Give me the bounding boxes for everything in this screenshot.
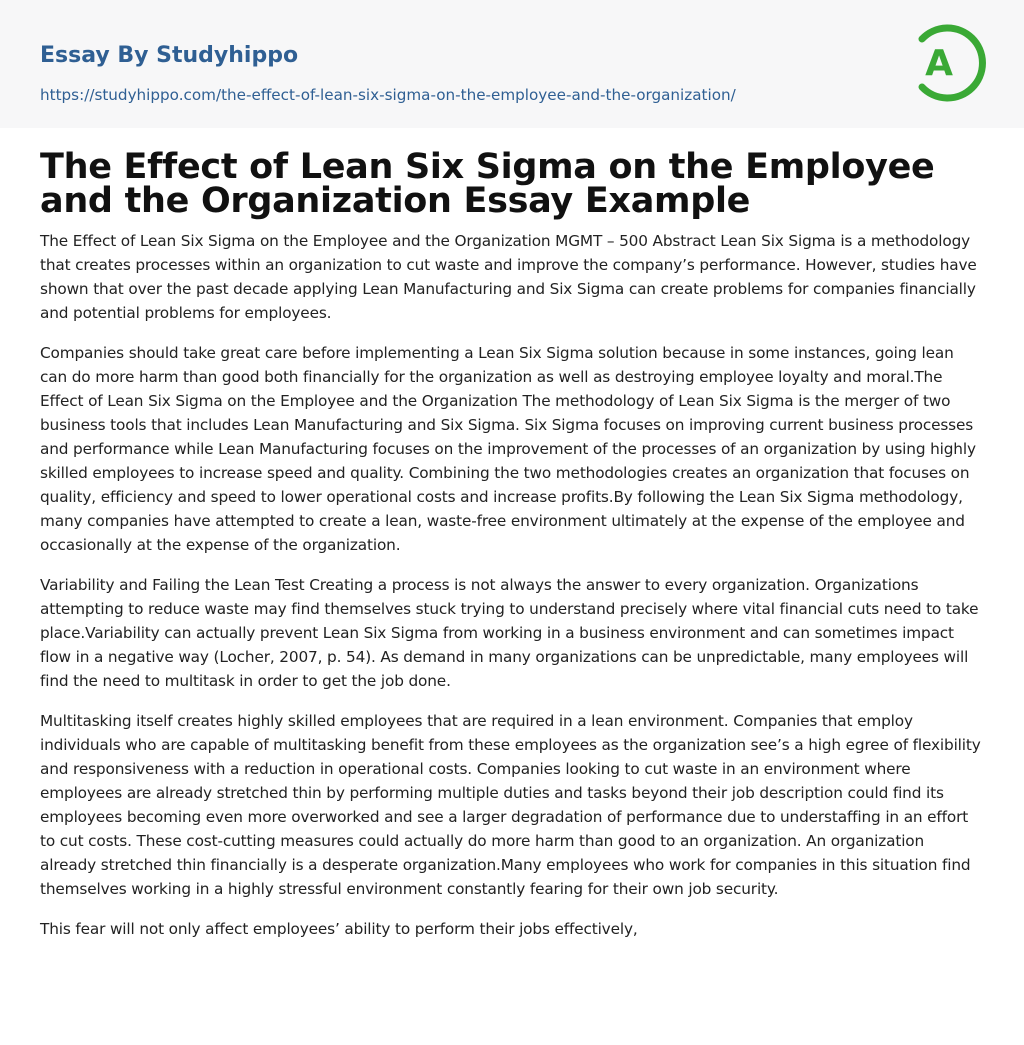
article-url-link[interactable]: https://studyhippo.com/the-effect-of-lean-six-sigma-on-the-employee-and-the-organization/: [40, 86, 736, 104]
paragraph: This fear will not only affect employees’ ability to perform their jobs effectively,: [40, 920, 638, 938]
site-title[interactable]: Essay By Studyhippo: [40, 43, 299, 68]
paragraph: Multitasking itself creates highly skilled employees that are required in a lean environment. Companies that employ individuals who are capable of multitasking benefit from these employees as the organization see’s a high egree of flexibility and responsiveness with a reduction in operational costs. Companies looking to cut waste in an environment where employees are already stretched thin by performing multiple duties and tasks beyond their job description could find its employees becoming even more overworked and see a larger degradation of performance due to understaffing in an effort to cut costs. These cost-cutting measures could actually do more harm than good to an organization. An organization already stretched thin financially is a desperate organization.Many employees who work for companies in this situation find themselves working in a highly stressful environment constantly fearing for their own job security.: [40, 712, 981, 898]
paragraph: The Effect of Lean Six Sigma on the Employee and the Organization MGMT – 500 Abstract Lean Six Sigma is a methodology that creates processes within an organization to cut waste and improve the company’s performance. However, studies have shown that over the past decade applying Lean Manufacturing and Six Sigma can create problems for companies financially and potential problems for employees.: [40, 232, 977, 322]
paragraph: Variability and Failing the Lean Test Creating a process is not always the answer to every organization. Organizations attempting to reduce waste may find themselves stuck trying to understand precisely where vital financial cuts need to take place.Variability can actually prevent Lean Six Sigma from working in a business environment and can sometimes impact flow in a negative way (Locher, 2007, p. 54). As demand in many organizations can be unpredictable, many employees will find the need to multitask in order to get the job done.: [40, 576, 979, 690]
site-header: [0, 0, 1024, 128]
paragraph: Companies should take great care before implementing a Lean Six Sigma solution because in some instances, going lean can do more harm than good both financially for the organization as well as destroying employee loyalty and moral.The Effect of Lean Six Sigma on the Employee and the Organization The methodology of Lean Six Sigma is the merger of two business tools that includes Lean Manufacturing and Six Sigma. Six Sigma focuses on improving current business processes and performance while Lean Manufacturing focuses on the improvement of the processes of an organization by using highly skilled employees to increase speed and quality. Combining the two methodologies creates an organization that focuses on quality, efficiency and speed to lower operational costs and increase profits.By following the Lean Six Sigma methodology, many companies have attempted to create a lean, waste-free environment ultimately at the expense of the employee and occasionally at the expense of the organization.: [40, 344, 976, 554]
logo-letter: A: [925, 43, 953, 84]
article-body: [40, 229, 984, 957]
studyhippo-logo-icon[interactable]: [912, 18, 988, 108]
page-title: The Effect of Lean Six Sigma on the Employee and the Organization Essay Example: [40, 147, 935, 221]
